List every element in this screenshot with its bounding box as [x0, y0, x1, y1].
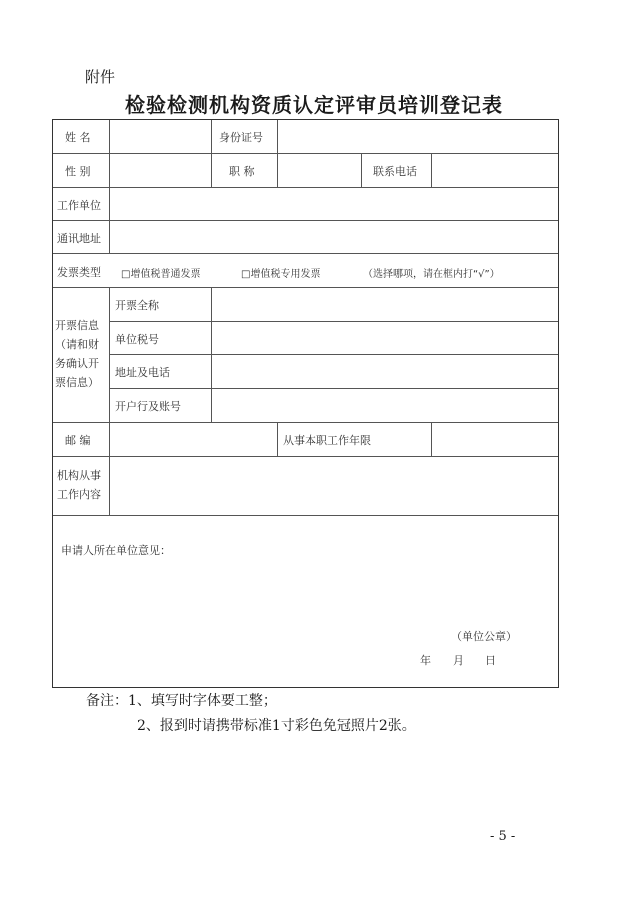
billing-address-field[interactable] — [213, 356, 556, 386]
row-divider — [53, 187, 558, 188]
unit-seal-label: （单位公章） — [451, 630, 517, 643]
id-number-label: 身份证号 — [219, 131, 263, 144]
row-divider — [53, 253, 558, 254]
col-divider — [211, 287, 212, 422]
work-years-field[interactable] — [433, 424, 556, 454]
unit-opinion-label: 申请人所在单位意见： — [61, 544, 171, 557]
address-label: 通讯地址 — [57, 232, 101, 245]
employer-field[interactable] — [111, 189, 556, 219]
date-month-label: 月 — [453, 654, 464, 667]
employer-label: 工作单位 — [57, 199, 101, 212]
invoice-option-regular[interactable]: □增值税普通发票 — [121, 269, 201, 280]
row-divider — [109, 321, 558, 322]
postcode-label: 邮 编 — [65, 434, 91, 447]
remarks-line-2: 2、报到时请携带标准1寸彩色免冠照片2张。 — [137, 718, 416, 734]
col-divider — [109, 287, 110, 516]
phone-field[interactable] — [433, 155, 556, 185]
row-divider — [53, 287, 558, 288]
billing-taxno-field[interactable] — [213, 323, 556, 353]
form-title: 检验检测机构资质认定评审员培训登记表 — [125, 93, 503, 117]
gender-field[interactable] — [111, 155, 209, 185]
row-divider — [53, 220, 558, 221]
job-title-field[interactable] — [279, 155, 359, 185]
date-day-label: 日 — [485, 654, 496, 667]
col-divider — [109, 120, 110, 254]
work-content-field[interactable] — [111, 458, 556, 514]
invoice-option-special[interactable]: □增值税专用发票 — [241, 269, 321, 280]
attachment-label: 附件 — [85, 68, 116, 86]
col-divider — [277, 120, 278, 187]
id-number-field[interactable] — [279, 122, 556, 152]
billing-bank-label: 开户行及账号 — [115, 400, 181, 413]
name-label: 姓 名 — [65, 131, 91, 144]
invoice-hint: （选择哪项，请在框内打“√”） — [363, 269, 500, 280]
col-divider — [277, 422, 278, 456]
phone-label: 联系电话 — [373, 165, 417, 178]
row-divider — [53, 422, 558, 423]
billing-name-field[interactable] — [213, 289, 556, 319]
job-title-label: 职 称 — [229, 165, 255, 178]
page-number: - 5 - — [490, 829, 516, 844]
col-divider — [431, 153, 432, 187]
registration-form — [52, 119, 559, 688]
row-divider — [109, 388, 558, 389]
billing-name-label: 开票全称 — [115, 299, 159, 312]
work-years-label: 从事本职工作年限 — [283, 434, 371, 447]
postcode-field[interactable] — [111, 424, 275, 454]
col-divider — [361, 153, 362, 187]
billing-info-label: 开票信息（请和财务确认开票信息） — [55, 319, 99, 389]
address-field[interactable] — [111, 222, 556, 252]
name-field[interactable] — [111, 122, 209, 152]
col-divider — [431, 422, 432, 456]
work-content-label: 机构从事工作内容 — [57, 469, 101, 501]
col-divider — [211, 120, 212, 187]
remarks-line-1: 备注：1、填写时字体要工整； — [86, 693, 277, 709]
date-year-label: 年 — [420, 654, 431, 667]
row-divider — [53, 515, 558, 516]
row-divider — [53, 456, 558, 457]
billing-address-label: 地址及电话 — [115, 366, 170, 379]
row-divider — [109, 354, 558, 355]
billing-bank-field[interactable] — [213, 390, 556, 420]
billing-taxno-label: 单位税号 — [115, 333, 159, 346]
unit-opinion-field[interactable] — [55, 560, 556, 660]
gender-label: 性 别 — [65, 165, 91, 178]
invoice-type-label: 发票类型 — [57, 266, 101, 279]
row-divider — [53, 153, 558, 154]
